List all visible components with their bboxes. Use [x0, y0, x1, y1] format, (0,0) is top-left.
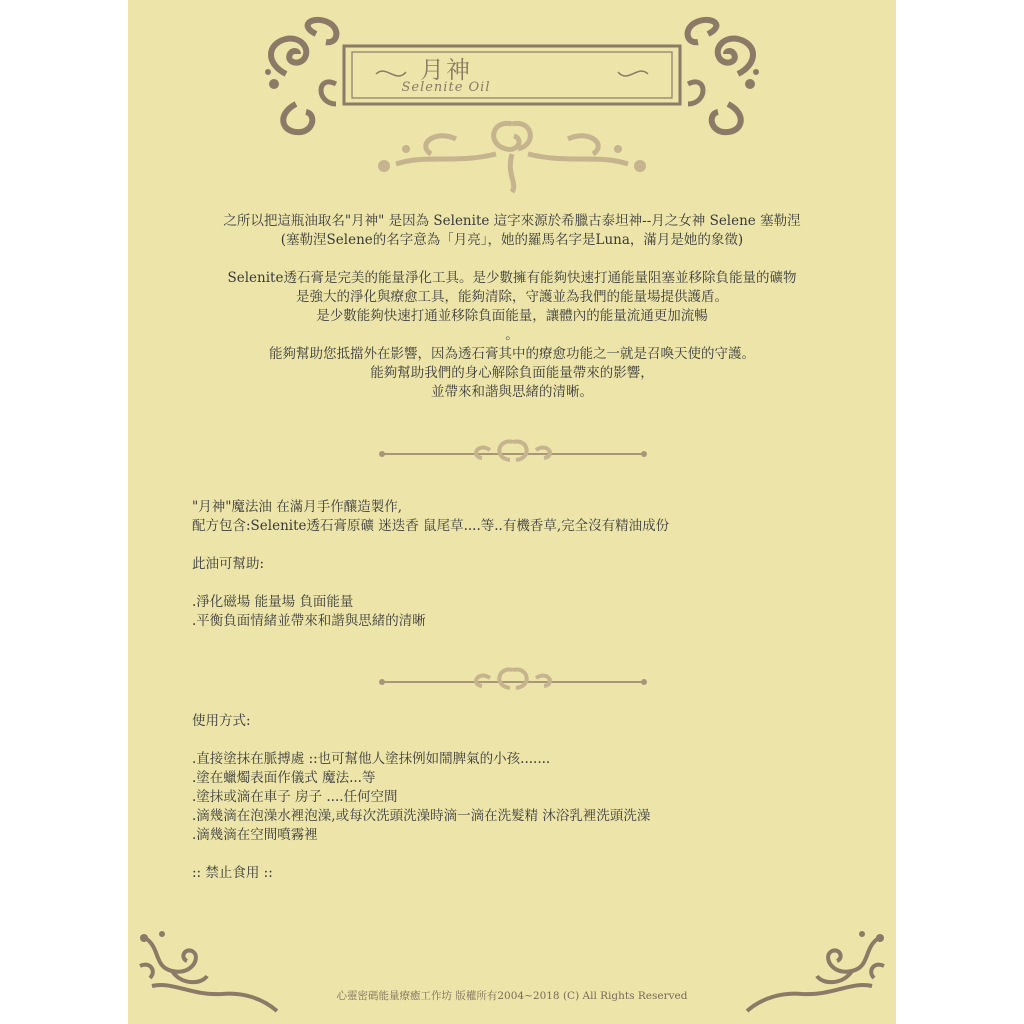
intro-line: (塞勒涅Selene的名字意為「月亮」，她的羅馬名字是Luna，滿月是她的象徵) — [280, 232, 744, 248]
product-section — [192, 498, 872, 631]
page — [128, 0, 896, 1024]
usage-item: .塗在蠟燭表面作儀式 魔法...等 — [192, 770, 376, 786]
helps-item: .淨化磁場 能量場 負面能量 — [192, 594, 354, 610]
intro-line: 。 — [505, 327, 519, 343]
helps-heading: 此油可幫助: — [192, 556, 265, 572]
usage-item: .直接塗抹在脈搏處 ::也可幫他人塗抹例如鬧脾氣的小孩....... — [192, 751, 551, 767]
divider-ornament-icon — [378, 664, 648, 694]
intro-line: 能夠幫助我們的身心解除負面能量帶來的影響， — [370, 365, 654, 381]
intro-line: 並帶來和諧與思緒的清晰。 — [431, 384, 593, 400]
usage-item: .塗抹或滴在車子 房子 ....任何空間 — [192, 789, 398, 805]
product-line: 配方包含:Selenite透石膏原礦 迷迭香 鼠尾草....等..有機香草,完全沒有精油成份 — [192, 518, 670, 534]
title-block — [346, 44, 546, 104]
page-subtitle: Selenite Oil — [401, 80, 491, 95]
page-title: 月神 — [420, 56, 472, 84]
usage-warning: :: 禁止食用 :: — [192, 865, 273, 881]
usage-item: .滴幾滴在泡澡水裡泡澡,或每次洗頭洗澡時滴一滴在洗髮精 沐浴乳裡洗頭洗澡 — [192, 808, 651, 824]
helps-item: .平衡負面情緒並帶來和諧與思緒的清晰 — [192, 613, 426, 629]
intro-line: 是少數能夠快速打通並移除負面能量，讓體內的能量流通更加流暢 — [316, 308, 708, 324]
divider-ornament-icon — [378, 436, 648, 466]
usage-section — [192, 712, 872, 883]
intro-line: 能夠幫助您抵擋外在影響，因為透石膏其中的療愈功能之一就是召喚天使的守護。 — [269, 346, 755, 362]
intro-line: 是強大的淨化與療愈工具，能夠清除，守護並為我們的能量場提供護盾。 — [296, 289, 728, 305]
copyright-footer: 心靈密碼能量療癒工作坊 版權所有2004~2018 (C) All Rights Reserved — [336, 990, 688, 1002]
intro-line: Selenite透石膏是完美的能量淨化工具。是少數擁有能夠快速打通能量阻塞並移除負能量的礦物 — [227, 270, 797, 286]
intro-text — [128, 212, 896, 402]
usage-item: .滴幾滴在空間噴霧裡 — [192, 827, 318, 843]
intro-line: 之所以把這瓶油取名"月神" 是因為 Selenite 這字來源於希臘古泰坦神--月之女神 Selene 塞勒涅 — [223, 213, 801, 229]
usage-heading: 使用方式: — [192, 713, 251, 729]
product-line: "月神"魔法油 在滿月手作釀造製作, — [192, 499, 403, 515]
header-ornament-icon — [256, 14, 768, 194]
